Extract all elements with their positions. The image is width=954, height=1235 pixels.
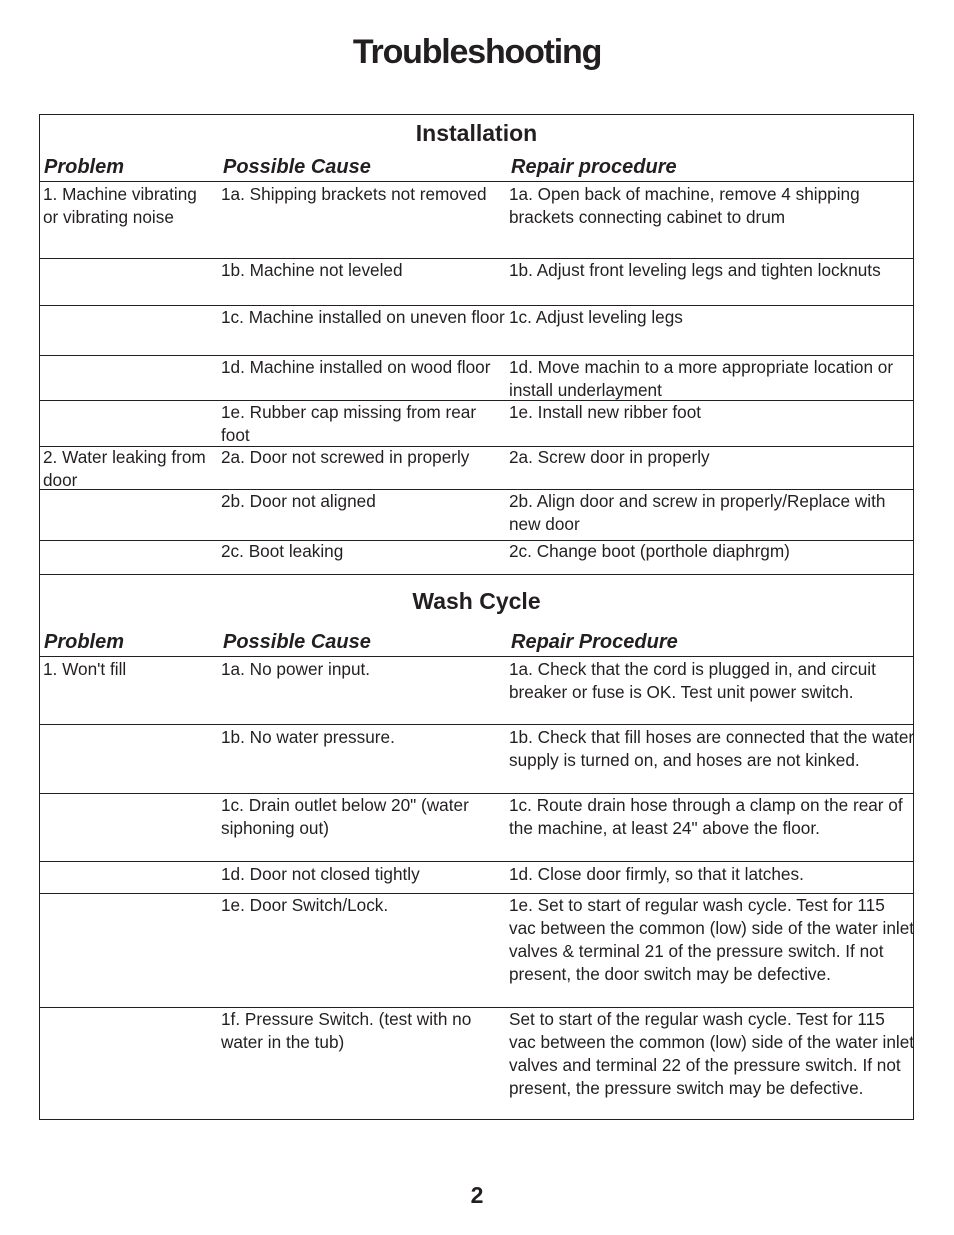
installation-cause-header: Possible Cause (223, 156, 371, 178)
row-divider (40, 724, 913, 725)
installation-row-1-cause: 1a. Shipping brackets not removed (221, 184, 487, 204)
installation-row-6-problem: 2. Water leaking from door (43, 447, 206, 490)
installation-row-5-repair: 1e. Install new ribber foot (509, 402, 702, 422)
wash-row-1-problem: 1. Won't fill (43, 659, 127, 679)
troubleshooting-table (39, 114, 914, 1120)
installation-row-4-cause: 1d. Machine installed on wood floor (221, 357, 491, 377)
installation-repair-header: Repair procedure (511, 156, 677, 178)
installation-row-6-repair: 2a. Screw door in properly (509, 447, 710, 467)
installation-row-5-cause: 1e. Rubber cap missing from rear foot (221, 402, 477, 445)
installation-row-1-problem: 1. Machine vibrating or vibrating noise (43, 184, 197, 227)
wash-row-4-repair: 1d. Close door firmly, so that it latches. (509, 864, 804, 884)
page-number: 2 (470, 1182, 484, 1208)
installation-row-2-cause: 1b. Machine not leveled (221, 260, 403, 280)
wash-cycle-section-title: Wash Cycle (412, 588, 541, 614)
wash-row-3-repair: 1c. Route drain hose through a clamp on the rear of the machine, at least 24" above the floor. (509, 795, 903, 838)
page-title: Troubleshooting (352, 33, 602, 71)
row-divider (40, 181, 913, 182)
installation-row-3-repair: 1c. Adjust leveling legs (509, 307, 683, 327)
installation-row-2-repair: 1b. Adjust front leveling legs and tighten locknuts (509, 260, 881, 280)
installation-row-3-cause: 1c. Machine installed on uneven floor (221, 307, 505, 327)
wash-row-2-cause: 1b. No water pressure. (221, 727, 395, 747)
installation-section-title: Installation (415, 120, 538, 146)
wash-cycle-repair-header: Repair Procedure (511, 631, 678, 653)
wash-row-5-cause: 1e. Door Switch/Lock. (221, 895, 389, 915)
wash-row-1-cause: 1a. No power input. (221, 659, 371, 679)
wash-row-6-cause: 1f. Pressure Switch. (test with no water in the tub) (221, 1009, 472, 1052)
installation-row-1-repair: 1a. Open back of machine, remove 4 shipping brackets connecting cabinet to drum (509, 184, 860, 227)
wash-row-1-repair: 1a. Check that the cord is plugged in, and circuit breaker or fuse is OK. Test unit power switch. (509, 659, 876, 702)
row-divider (40, 656, 913, 657)
wash-cycle-problem-header: Problem (44, 631, 125, 653)
wash-cycle-cause-header: Possible Cause (223, 631, 371, 653)
installation-row-7-cause: 2b. Door not aligned (221, 491, 376, 511)
installation-row-8-repair: 2c. Change boot (porthole diaphrgm) (509, 541, 790, 561)
installation-row-8-cause: 2c. Boot leaking (221, 541, 344, 561)
wash-row-6-repair: Set to start of the regular wash cycle. Test for 115 vac between the common (low) side of the water inlet valves and terminal 22 of the pressure switch. If not present, the pressure switch may be defective. (509, 1009, 915, 1098)
wash-row-3-cause: 1c. Drain outlet below 20" (water siphoning out) (221, 795, 469, 838)
wash-row-4-cause: 1d. Door not closed tightly (221, 864, 420, 884)
installation-row-7-repair: 2b. Align door and screw in properly/Replace with new door (509, 491, 886, 534)
section-divider (40, 574, 913, 575)
installation-problem-header: Problem (44, 156, 125, 178)
wash-row-5-repair: 1e. Set to start of regular wash cycle. Test for 115 vac between the common (low) side of the water inlet valves & terminal 21 of the pressure switch. If not present, the door switch may be defective. (509, 895, 915, 984)
row-divider (40, 861, 913, 862)
wash-row-2-repair: 1b. Check that fill hoses are connected that the water supply is turned on, and hoses are not kinked. (509, 727, 915, 770)
installation-row-6-cause: 2a. Door not screwed in properly (221, 447, 470, 467)
installation-row-4-repair: 1d. Move machin to a more appropriate location or install underlayment (509, 357, 894, 400)
